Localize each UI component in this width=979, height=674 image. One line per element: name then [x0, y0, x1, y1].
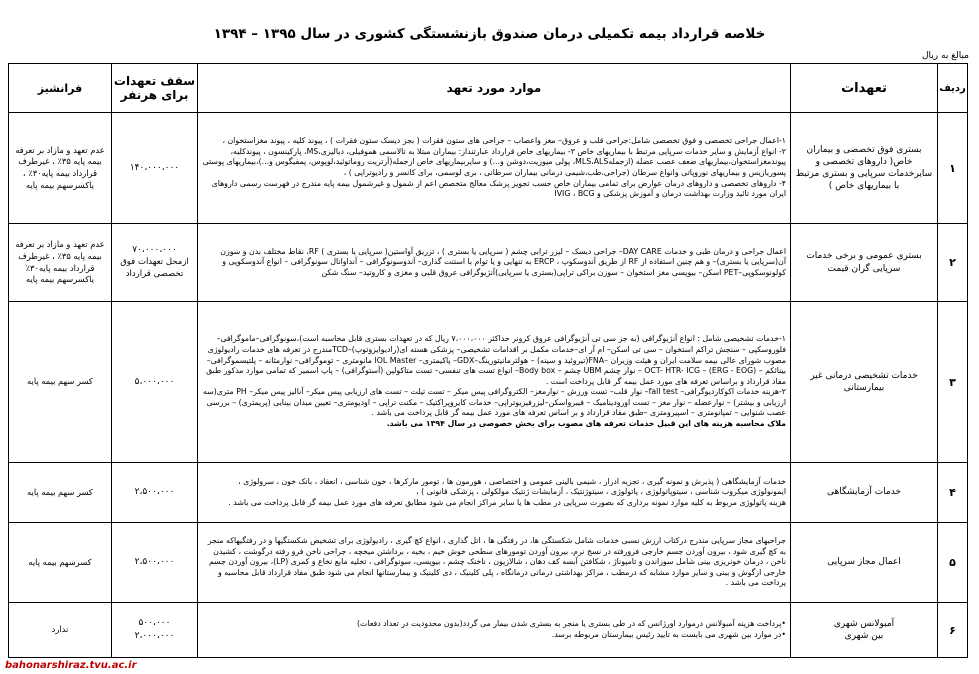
item-line: ۲-هزینه خدمات اکوکاردیوگرافی– fall test– نوار قلب– تست ورزش – نوارمغز– الکتروگرافی پیس میکر – تست تیلت – تست های ارزیابی پیس میکر– آنالیز پیس میکر– PH متری(سه ارزیابی و بیشتر) – نوارعضله – نوار مغز – تست اورودینامیک – فیبرواسکن–لیزرفیزیوتراپی– خدمات کایروپراکتیک – مکنت تراپی – اودیومتری– تعیین میدان بینایی (پریمتری) – بررسی عصب شنوایی – تمپانومتری – اسپیرومتری –طبق مفاد قرارداد و بر اساس تعرفه های مورد عمل بیمه گر قابل پرداخت می باشد .	[203, 387, 786, 418]
cap-cell	[112, 224, 198, 302]
items-cell	[198, 113, 791, 224]
items-cell	[198, 523, 791, 603]
cap-value: ۷۰،۰۰۰،۰۰۰	[132, 245, 177, 256]
item-line: خدمات آزمایشگاهی ( پذیرش و نمونه گیری ، تجزیه ادرار ، شیمی بالینی عمومی و اختصاصی ، هورمون ها ، تومور مارکرها ، خون شناسی ، انعقاد ، بانک خون ، سرولوژی ، ایمونولوژی میکروب شناسی ، سیتوپاتولوژی ، پاتولوژی ، سیتوژنتیک ، آزمایشات ژنتیک مولکولی ، پزشکی قانونی ) ،	[238, 476, 786, 497]
cap-cell	[112, 603, 198, 658]
table-row	[9, 523, 968, 603]
header-commitment: تعهدات	[791, 64, 938, 113]
table-row	[9, 302, 968, 463]
cap-value: ۲،۰۰۰،۰۰۰	[134, 631, 175, 641]
header-franchise: فرانشیز	[9, 64, 112, 113]
row-number: ۳	[938, 302, 968, 463]
cap-cell: ۵،۰۰۰،۰۰۰	[112, 302, 198, 463]
commitment-line: بین شهری	[844, 631, 884, 641]
row-number: ۵	[938, 523, 968, 603]
table-row	[9, 113, 968, 224]
item-line: ملاک محاسبه هزینه های این قبیل خدمات تعرفه های مصوب برای بخش خصوصی در سال ۱۳۹۴ می باشد.	[386, 419, 786, 429]
table-header-row	[9, 64, 968, 113]
item-line: ۱-خدمات تشخیصی شامل : انواع آنژیوگرافی (به جز سی تی آنژیوگرافی عروق کرونر حداکثر ۷،۰۰۰،۰۰۰ ریال که در تعهدات بستری قابل محاسبه است)،سونوگرافی–ماموگرافی– فلوروسکپی – سنجش تراکم استخوان – سی تی اسکن– ام آر ای–خدمات مکمل بر اقدامات تشخیصی– پزشکی هسته ای(رادیوایزوتوپ)–TCDمندرج در تعرفه های خدمات رادیولوژی مصوب شورای عالی بیمه سلامت ایران و هیئت وزیران –FNA(تیروئید و سینه) – هولترمانیتورینگ–GDX– پاکیمتری– IOL Master مانومتری – توموگرافی– نوارمثانه – پلتیسموگرافی–بینائکم – OCT- HTR- ICG – (ERG - EOG) – نوار چشم UBM چشم – Body box– انواع تست های تنفسی– تست متاکولین (آستوگرافی) – پاپ اسمیر که تمامی موارد مذکور طبق مفاد قرارداد و براساس تعرفه های مورد عمل بیمه گر قابل پرداخت است .	[206, 334, 786, 386]
cap-cell: ۲،۵۰۰،۰۰۰	[112, 463, 198, 523]
items-cell	[198, 224, 791, 302]
franchise-cell: عدم تعهد و مازاد بر تعرفه بیمه پایه ۳۵٪ ، غیرطرف قرارداد بیمه پایه۳۰٪ ، یاکسرسهم بیمه پایه	[9, 113, 112, 224]
items-cell	[198, 463, 791, 523]
item-line: هزینه پاتولوژی مربوط به کلیه موارد نمونه برداری که بصورت سرپایی در مطب ها یا سایر مراکز انجام می شود مطابق تعرفه های مورد عمل بیمه گر قابل پرداخت می باشد .	[228, 497, 786, 507]
header-row-number: ردیف	[938, 64, 968, 113]
franchise-cell: عدم تعهد و مازاد بر تعرفه بیمه پایه ۳۵٪ ، غیرطرف قرارداد بیمه پایه۳۰٪ یاکسرسهم بیمه پایه	[9, 224, 112, 302]
table-row	[9, 224, 968, 302]
commitment-cell: خدمات تشخیصی درمانی غیر بیمارستانی	[791, 302, 938, 463]
contract-table	[8, 63, 968, 658]
item-line: ۲- انواع آزمایش و سایر خدمات سرپایی مرتبط با بیماریهای خاص ۳- بیماریهای خاص قرارداد عبارتنداز: بیماران مبتلا به تالاسمی هموفیلی، دیالیزی،MS، پارکینسون ، پیوندکلیه، پیوندمغزاستخوان،بیماریهای ضعف عصب عضله (ازجملهMLS،ALS، پولی میوزیت،دوشن و...) و سایربیماریهای خاص ازجمله(آرتریت روماتوئید،لوپوس، پمفیگوس و...)،بیماریهای پوستی پسوریازیس و بیماریهای نوروپاتی وانواع سرطان (جراحی،طب،شیمی درمانی بیماران سرطانی ، بری لوسمی، برای کانسر و رادیوتراپی ) ،	[202, 146, 786, 177]
cap-cell: ۲،۵۰۰،۰۰۰	[112, 523, 198, 603]
commitment-cell: اعمال مجاز سرپایی	[791, 523, 938, 603]
table-row	[9, 603, 968, 658]
franchise-cell: کسر سهم بیمه پایه	[9, 463, 112, 523]
item-line: •در موارد بین شهری می بایست به تایید رئیس بیمارستان مربوطه برسد.	[551, 630, 786, 639]
row-number: ۴	[938, 463, 968, 523]
item-line: ۴- داروهای تخصصی و داروهای درمان عوارض برای تمامی بیماران خاص حسب تجویز پزشک معالج متخصص اعم از شمول و غیرشمول بیمه پایه مندرج در فهرست رسمی داروهای ایران مورد تائید وزارت بهداشت درمان و آموزش پزشکی و IVIG ، BCG	[211, 178, 786, 199]
item-line: جراحیهای مجاز سرپایی مندرج درکتاب ارزش نسبی خدمات شامل شکستگی ها، در رفتگی ها ، اتل گذاری ، انواع کچ گیری ، رادیولوژی برای تشخیص شکستگیها و در رفتگیهاکه منجر به کچ گیری شود ، بیرون آوردن جسم خارجی فرورفته در نسج نرم، بیرون آوردن تومورهای سطحی خوش خیم ، بخیه ، برداشتن میخچه ، جراحی ناخن فرو رفته درگوشت ، کشیدن ناخن ، درمان خونریزی بینی شامل سوزاندن و تامپوناژ ، شکافتن آبسه کف دهان ، شالازیون ، ناخنک چشم ، بیوپسی، سونوگرافی ، تخلیه مایع نخاع و کمری (LP)، بیرون آوردن جسم خارجی ازگوش و بینی و سایر موارد مشابه که درمطب ، مراکز بهداشتی درمانی درمانگاه ، پلی کلینیک ، دی کلینیک و بیمارستانها انجام می شود طبق مفاد قرارداد قابل محاسبه و پرداخت می باشد .	[207, 536, 786, 588]
item-line: اعمال جراحی و درمان طبی و خدمات DAY CARE– جراحی دیسک – لیزر ترابی چشم ( سرپایی یا بستری ) ، تزریق آواستین( سرپایی یا بستری ) RF، نقاط مختلف بدن و سوزن آن(سرپایی یا بستری)– و هم چنین استفاده از RF از طریق آندوسکوپ ، ERCP به تنهایی و یا توام با استنت گذاری– آندوسونوگرافی – آنداوانال سونوگرافی – انواع آندوسکوپی و کولونوسکوپی–PET اسکن– بیوپسی مغز استخوان – سوزن براکی تراپی(بستری یا سرپایی)آنژیوگرافی عروق قلبی و مغزی و کاروتید– سنگ شکن	[220, 246, 786, 277]
cap-value: ۵۰۰،۰۰۰	[138, 618, 171, 629]
row-number: ۱	[938, 113, 968, 224]
cap-cell: ۱۴۰،۰۰۰،۰۰۰	[112, 113, 198, 224]
franchise-cell: کسرسهم بیمه پایه	[9, 523, 112, 603]
franchise-cell: کسر سهم بیمه پایه	[9, 302, 112, 463]
item-line: ۱-اعمال جراحی تخصصی و فوق تخصصی شامل:جراحی قلب و عروق– مغز واعصاب – جراحی های ستون فقرات ( بجز دیسک ستون فقرات ) ، پیوند کلیه ، پیوند مغزاستخوان ،	[222, 136, 786, 146]
row-number: ۲	[938, 224, 968, 302]
franchise-cell: ندارد	[9, 603, 112, 658]
commitment-cell: خدمات آزمایشگاهی	[791, 463, 938, 523]
header-items: موارد مورد تعهد	[198, 64, 791, 113]
cap-note: ازمحل تعهدات فوق تخصصی قرارداد	[120, 256, 189, 279]
commitment-cell: بستری فوق تخصصی و بیماران خاص( داروهای تخصصی و سایرخدمات سرپایی و بستری مرتبط با بیماریهای خاص )	[791, 113, 938, 224]
unit-note: مبالغ به ریال	[922, 51, 969, 61]
items-cell	[198, 302, 791, 463]
site-watermark: bahonarshiraz.tvu.ac.ir	[2, 659, 140, 672]
header-cap: سقف تعهدات برای هرنفر	[112, 64, 198, 113]
row-number: ۶	[938, 603, 968, 658]
items-cell	[198, 603, 791, 658]
table-row	[9, 463, 968, 523]
commitment-line: آمبولانس شهری	[833, 618, 895, 629]
item-line: •پرداخت هزینه آمبولانس درموارد اورژانس که در طی بستری یا منجر به بستری شدن بیمار می گردد(بدون محدودیت در تعداد دفعات)	[356, 619, 786, 629]
commitment-cell: بستری عمومی و برخی خدمات سرپایی گران قیمت	[791, 224, 938, 302]
document-title: خلاصه قرارداد بیمه تکمیلی درمان صندوق بازنشستگی کشوری در سال ۱۳۹۵ – ۱۳۹۴	[213, 26, 766, 42]
commitment-cell	[791, 603, 938, 658]
